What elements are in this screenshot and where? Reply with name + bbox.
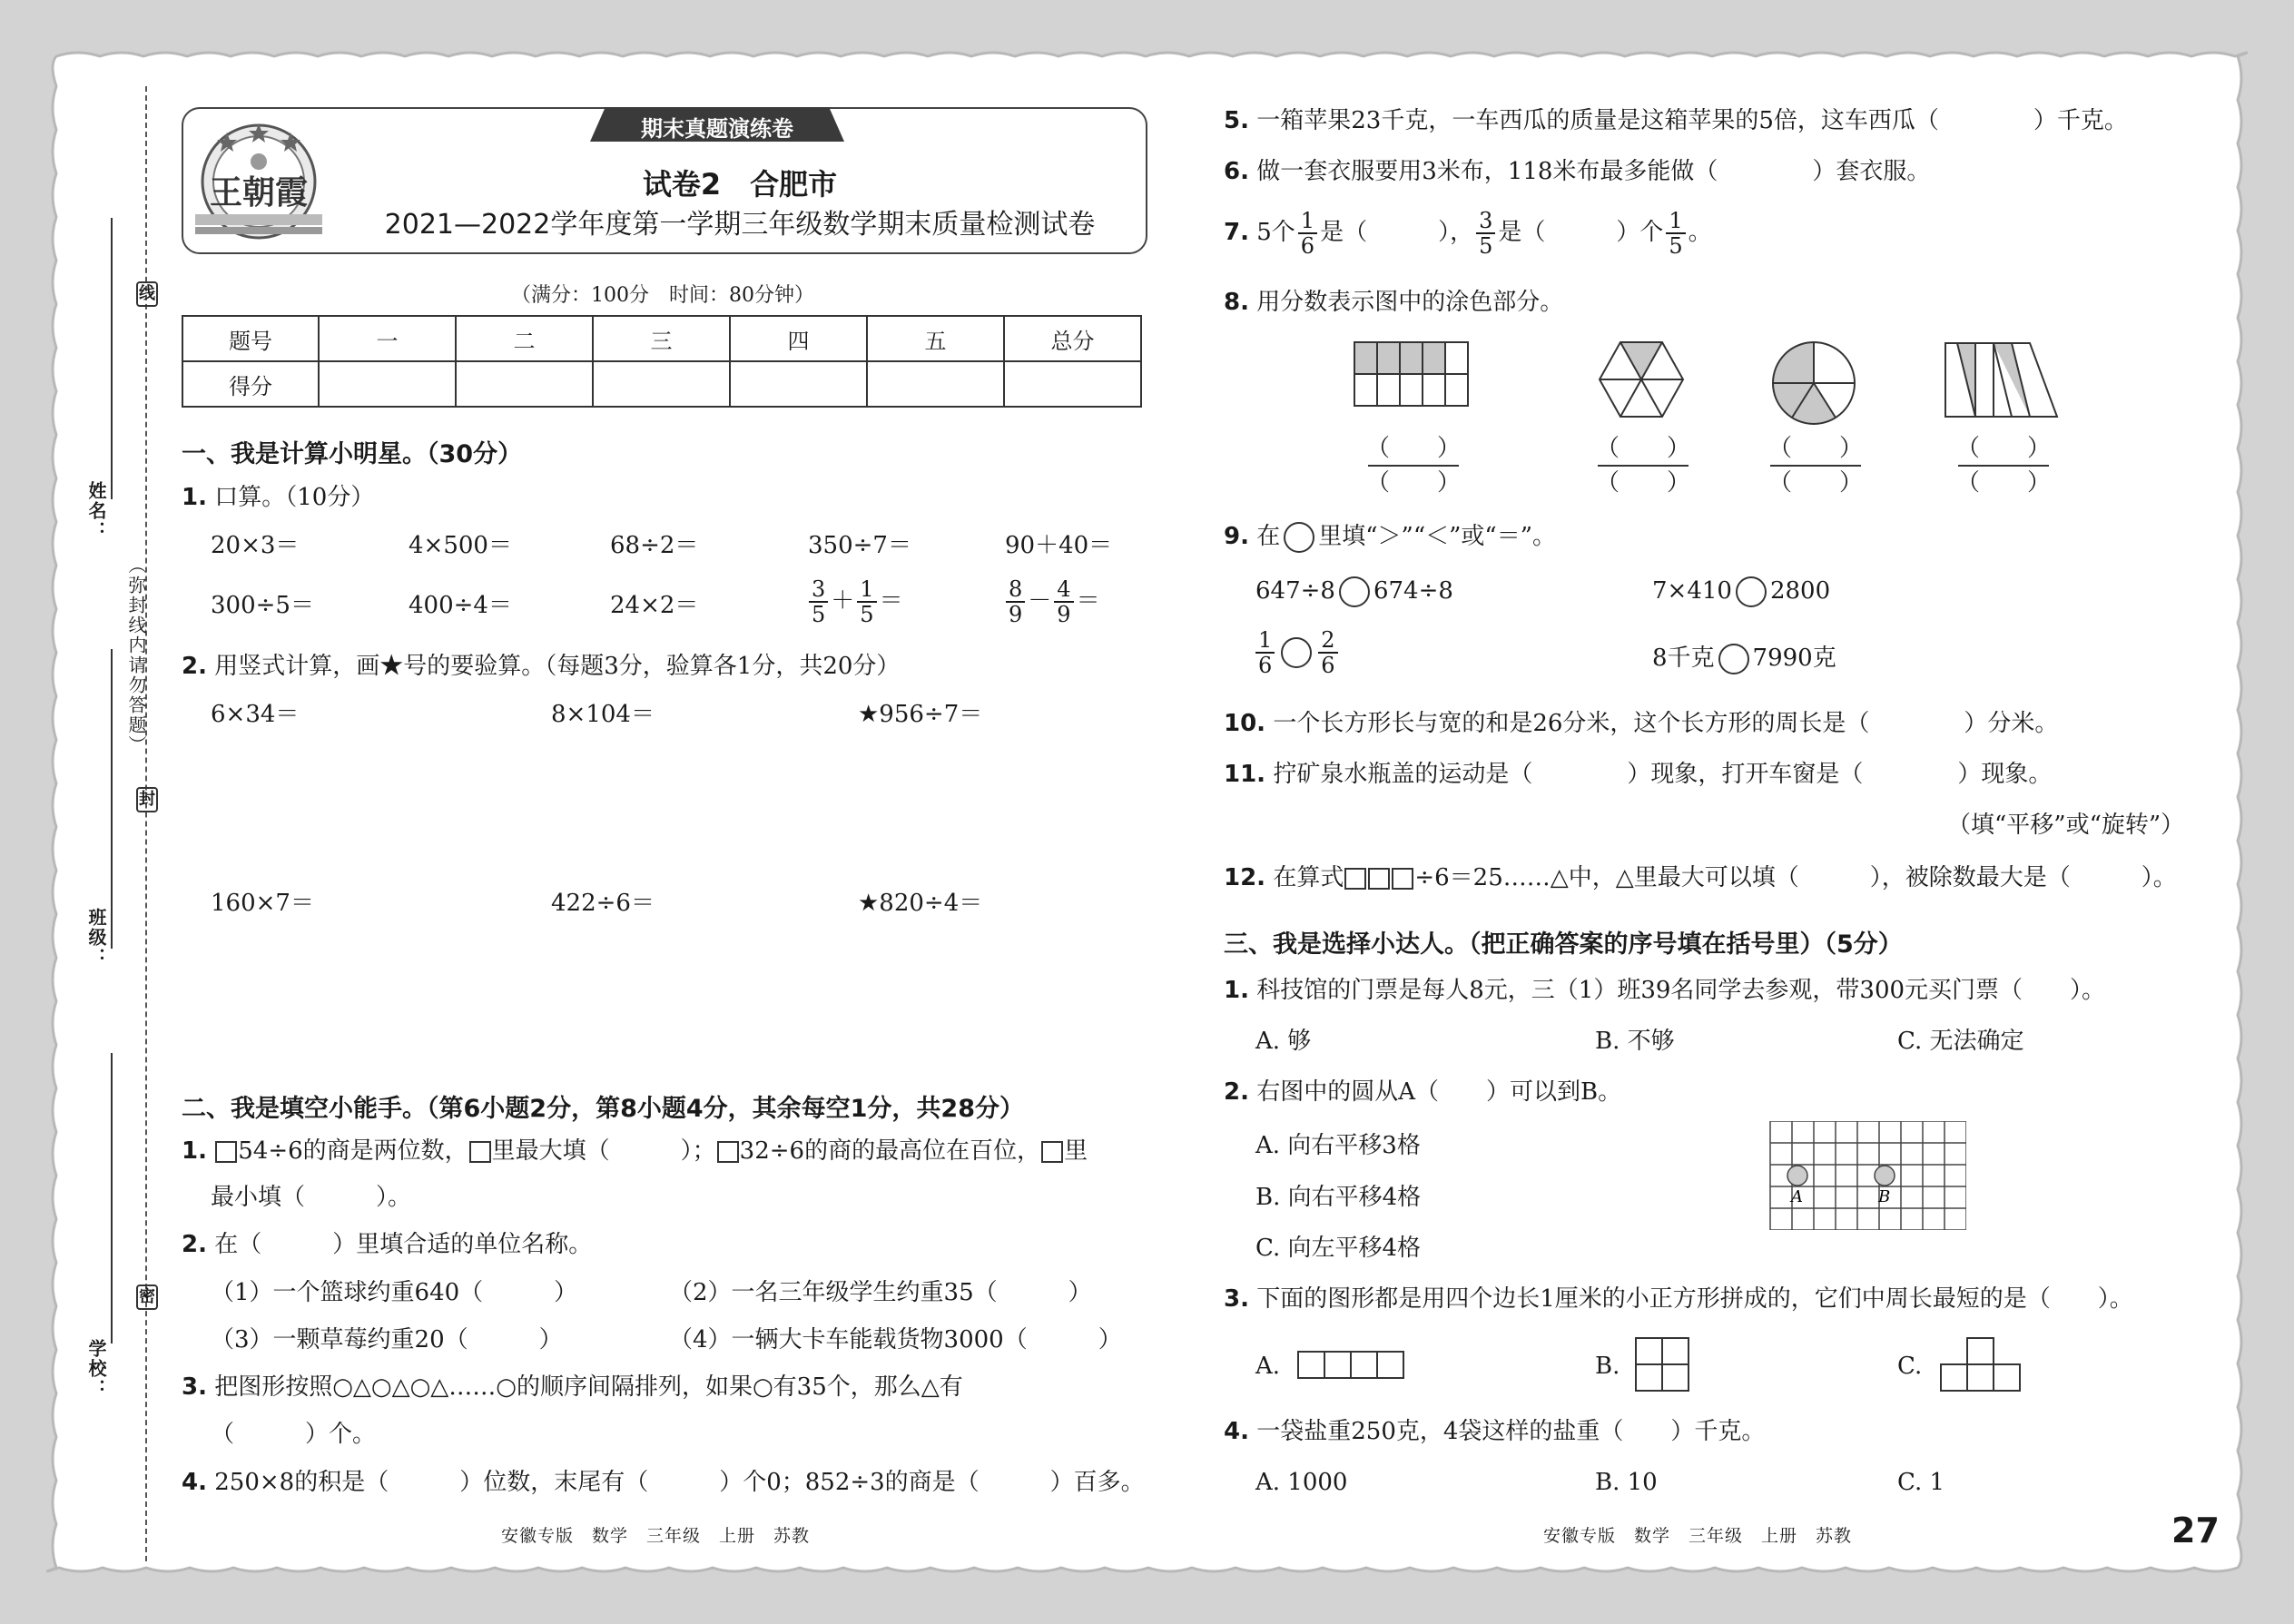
question-number: 4. bbox=[1224, 1418, 1249, 1445]
footer-right: 安徽专版 数学 三年级 上册 苏教 bbox=[1543, 1526, 1853, 1546]
question-number: 7. bbox=[1224, 219, 1249, 246]
question-number: 1. bbox=[1224, 977, 1249, 1004]
unit-item: （4）一辆大卡车能载货物3000（ ） bbox=[669, 1326, 1122, 1353]
question-number: 3. bbox=[182, 1373, 207, 1401]
compare-circle[interactable] bbox=[1281, 637, 1312, 668]
oral-item: 400÷4＝ bbox=[409, 592, 512, 619]
score-table-header-row bbox=[182, 316, 1141, 361]
shape-square bbox=[1634, 1336, 1692, 1394]
logo bbox=[191, 116, 327, 243]
option-a[interactable]: A. 向右平移3格 bbox=[1255, 1132, 1421, 1159]
question-2-12: 12. 在算式 ÷6＝25……△中，△里最大可以填（ ），被除数最大是（ ）。 bbox=[1224, 864, 2177, 891]
grid-label-b: B bbox=[1878, 1187, 1891, 1206]
binding-notice: （弥封线内请勿答题） bbox=[125, 556, 147, 755]
binding-dash-line bbox=[145, 86, 147, 1561]
score-table-cell: 三 bbox=[593, 316, 730, 361]
question-number: 1. bbox=[182, 1137, 207, 1165]
score-table-cell: 四 bbox=[730, 316, 867, 361]
question-number: 11. bbox=[1224, 761, 1266, 788]
option-c[interactable]: C. 向左平移4格 bbox=[1255, 1235, 1422, 1262]
unit-item: （2）一名三年级学生约重35（ ） bbox=[669, 1279, 1092, 1306]
question-number: 5. bbox=[1224, 107, 1249, 134]
question-2-1-line2: 最小填（ ）。 bbox=[211, 1184, 412, 1211]
page-number: 27 bbox=[2171, 1511, 2220, 1550]
section-title: 三、我是选择小达人。（把正确答案的序号填在括号里）（5分） bbox=[1224, 930, 1903, 959]
oral-item: 90＋40＝ bbox=[1005, 532, 1113, 559]
question-2-5: 5. 一箱苹果23千克，一车西瓜的质量是这箱苹果的5倍，这车西瓜（ ）千克。 bbox=[1224, 107, 2128, 134]
score-table-cell: 二 bbox=[456, 316, 593, 361]
class-line[interactable] bbox=[111, 649, 113, 949]
question-3-2: 2. 右图中的圆从A（ ）可以到B。 bbox=[1224, 1078, 1622, 1106]
question-2-4: 4. 250×8的积是（ ）位数，末尾有（ ）个0；852÷3的商是（ ）百多。 bbox=[182, 1469, 1145, 1496]
compare-circle[interactable] bbox=[1718, 644, 1749, 674]
question-number: 9. bbox=[1224, 523, 1249, 550]
score-input-cell[interactable] bbox=[456, 361, 593, 407]
option-b[interactable]: B. 10 bbox=[1595, 1469, 1658, 1496]
fraction-answer-blank[interactable]: （ ） （ ） bbox=[1366, 435, 1462, 497]
question-text: 口算。（10分） bbox=[214, 484, 375, 511]
answer-space[interactable] bbox=[211, 922, 1118, 1077]
question-2-3: 3. 把图形按照○△○△○△……○的顺序间隔排列，如果○有35个，那么△有 bbox=[182, 1373, 963, 1401]
question-2-10: 10. 一个长方形长与宽的和是26分米，这个长方形的周长是（ ）分米。 bbox=[1224, 710, 2059, 737]
fraction-answer-blank[interactable]: （ ） （ ） bbox=[1956, 435, 2052, 497]
binding-mark-mi: 密 bbox=[136, 1284, 158, 1310]
question-number: 2. bbox=[182, 1231, 207, 1258]
option-b[interactable]: B. 向右平移4格 bbox=[1255, 1184, 1422, 1211]
score-table bbox=[182, 315, 1142, 408]
vertical-calc-item: 6×34＝ bbox=[211, 701, 300, 728]
score-input-cell[interactable] bbox=[593, 361, 730, 407]
question-number: 10. bbox=[1224, 710, 1266, 737]
option-c[interactable]: C. 无法确定 bbox=[1897, 1028, 2024, 1055]
logo-text: 王朝霞 bbox=[209, 173, 309, 212]
school-line[interactable] bbox=[111, 1053, 113, 1343]
fraction-answer-blank[interactable]: （ ） （ ） bbox=[1596, 435, 1691, 497]
header-banner-text: 期末真题演练卷 bbox=[641, 116, 793, 142]
question-3-1: 1. 科技馆的门票是每人8元，三（1）班39名同学去参观，带300元买门票（ ）。 bbox=[1224, 977, 2106, 1004]
unit-item: （3）一颗草莓约重20（ ） bbox=[211, 1326, 563, 1353]
score-table-cell: 题号 bbox=[182, 316, 319, 361]
blank-box[interactable] bbox=[1392, 868, 1413, 890]
question-2-3-line2: （ ）个。 bbox=[211, 1421, 377, 1448]
option-c[interactable]: C. bbox=[1897, 1353, 1923, 1380]
compare-item: $\frac{1}{6}$ $\frac{2}{6}$ bbox=[1253, 628, 1341, 677]
score-table-cell: 总分 bbox=[1004, 316, 1141, 361]
question-text: 用竖式计算，画★号的要验算。（每题3分，验算各1分，共20分） bbox=[214, 653, 901, 680]
score-input-cell[interactable] bbox=[730, 361, 867, 407]
name-label: 姓名： bbox=[85, 481, 107, 541]
class-label: 班级： bbox=[85, 908, 107, 968]
compare-circle[interactable] bbox=[1736, 576, 1767, 607]
unit-item: （1）一个篮球约重640（ ） bbox=[211, 1279, 578, 1306]
oral-item: 24×2＝ bbox=[610, 592, 699, 619]
option-a[interactable]: A. 1000 bbox=[1255, 1469, 1348, 1496]
oral-item-fraction: $\frac{8}{9}$ － $\frac{4}{9}$ ＝ bbox=[1003, 577, 1100, 626]
footer-left: 安徽专版 数学 三年级 上册 苏教 bbox=[501, 1526, 811, 1546]
section-title: 二、我是填空小能手。（第6小题2分，第8小题4分，其余每空1分，共28分） bbox=[182, 1095, 1025, 1123]
question-2-6: 6. 做一套衣服要用3米布，118米布最多能做（ ）套衣服。 bbox=[1224, 158, 1931, 185]
vertical-calc-item: ★820÷4＝ bbox=[858, 890, 983, 917]
score-table-row-label: 得分 bbox=[182, 361, 319, 407]
translation-grid-figure bbox=[1768, 1121, 1966, 1230]
shaded-circle-figure bbox=[1770, 340, 1857, 427]
score-table-score-row bbox=[182, 361, 1141, 407]
compare-item: 647÷8 674÷8 bbox=[1255, 576, 1453, 607]
compare-circle[interactable] bbox=[1339, 576, 1370, 607]
score-input-cell[interactable] bbox=[867, 361, 1004, 407]
oral-item: 68÷2＝ bbox=[610, 532, 699, 559]
exam-meta: （满分：100分 时间：80分钟） bbox=[511, 284, 814, 307]
question-2-8: 8. 用分数表示图中的涂色部分。 bbox=[1224, 289, 1564, 316]
compare-item: 8千克 7990克 bbox=[1652, 643, 1836, 674]
option-a[interactable]: A. bbox=[1255, 1353, 1281, 1380]
compare-item: 7×410 2800 bbox=[1652, 576, 1830, 607]
name-line[interactable] bbox=[111, 218, 113, 499]
question-number: 3. bbox=[1224, 1285, 1249, 1313]
blank-box[interactable] bbox=[717, 1141, 739, 1163]
question-2-9: 9. 在 里填“＞”“＜”或“＝”。 bbox=[1224, 521, 1556, 553]
oral-item: 20×3＝ bbox=[211, 532, 300, 559]
score-table-cell: 五 bbox=[867, 316, 1004, 361]
question-2-7: 7. 5个 $\frac{1}{6}$ 是（ ）， $\frac{3}{5}$ 是（ ）个 $\frac{1}{5}$ 。 bbox=[1224, 208, 1712, 259]
exam-title: 试卷2 合肥市 bbox=[642, 167, 838, 202]
fraction-answer-blank[interactable]: （ ） （ ） bbox=[1768, 435, 1864, 497]
question-number: 6. bbox=[1224, 158, 1249, 185]
question-3-4: 4. 一袋盐重250克，4袋这样的盐重（ ）千克。 bbox=[1224, 1418, 1766, 1445]
question-2-11-hint: （填“平移”或“旋转”） bbox=[1947, 812, 2185, 839]
exam-subtitle: 2021—2022学年度第一学期三年级数学期末质量检测试卷 bbox=[384, 209, 1096, 241]
question-1-2 bbox=[182, 651, 900, 682]
score-input-cell[interactable] bbox=[1004, 361, 1141, 407]
oral-item-fraction: $\frac{3}{5}$ ＋ $\frac{1}{5}$ ＝ bbox=[806, 577, 903, 626]
compare-circle[interactable] bbox=[1284, 522, 1314, 553]
binding-mark-feng: 封 bbox=[136, 787, 158, 812]
blank-box[interactable] bbox=[469, 1141, 491, 1163]
question-3-3: 3. 下面的图形都是用四个边长1厘米的小正方形拼成的，它们中周长最短的是（ ）。 bbox=[1224, 1285, 2133, 1313]
question-number: 8. bbox=[1224, 289, 1249, 316]
blank-box[interactable] bbox=[215, 1141, 237, 1163]
question-number: 4. bbox=[182, 1469, 207, 1496]
answer-space[interactable] bbox=[211, 733, 1118, 879]
blank-box[interactable] bbox=[1344, 868, 1366, 890]
shaded-rectangle-figure bbox=[1353, 340, 1471, 413]
score-input-cell[interactable] bbox=[319, 361, 456, 407]
shape-t-tetromino bbox=[1937, 1336, 2024, 1394]
option-c[interactable]: C. 1 bbox=[1897, 1469, 1945, 1496]
question-2-2 bbox=[182, 1229, 592, 1260]
score-table-cell: 一 bbox=[319, 316, 456, 361]
question-2-1: 1. 54÷6的商是两位数， 里最大填（ ）； 32÷6的商的最高位在百位， 里 bbox=[182, 1137, 1088, 1165]
school-label: 学校： bbox=[85, 1339, 107, 1399]
option-b[interactable]: B. bbox=[1595, 1353, 1620, 1380]
question-2-11: 11. 拧矿泉水瓶盖的运动是（ ）现象，打开车窗是（ ）现象。 bbox=[1224, 761, 2053, 788]
question-number: 2. bbox=[1224, 1078, 1249, 1106]
question-number: 12. bbox=[1224, 864, 1266, 891]
option-a[interactable]: A. 够 bbox=[1255, 1028, 1312, 1055]
oral-item: 4×500＝ bbox=[409, 532, 512, 559]
vertical-calc-item: 160×7＝ bbox=[211, 890, 314, 917]
oral-item: 300÷5＝ bbox=[211, 592, 314, 619]
blank-box[interactable] bbox=[1368, 868, 1390, 890]
vertical-calc-item: 8×104＝ bbox=[551, 701, 655, 728]
shaded-trapezoid-figure bbox=[1943, 340, 2061, 422]
option-b[interactable]: B. 不够 bbox=[1595, 1028, 1675, 1055]
grid-label-a: A bbox=[1791, 1187, 1803, 1206]
shaded-hexagon-figure bbox=[1596, 340, 1687, 422]
blank-box[interactable] bbox=[1041, 1141, 1063, 1163]
question-1-1 bbox=[182, 482, 374, 513]
shape-four-in-row bbox=[1296, 1350, 1407, 1381]
vertical-calc-item: 422÷6＝ bbox=[551, 890, 655, 917]
section-title: 一、我是计算小明星。（30分） bbox=[182, 440, 523, 468]
question-number: 1. bbox=[182, 484, 207, 511]
question-text: 在（ ）里填合适的单位名称。 bbox=[214, 1231, 593, 1258]
binding-mark-xian: 线 bbox=[136, 281, 158, 307]
oral-item: 350÷7＝ bbox=[808, 532, 911, 559]
vertical-calc-item: ★956÷7＝ bbox=[858, 701, 983, 728]
question-number: 2. bbox=[182, 653, 207, 680]
